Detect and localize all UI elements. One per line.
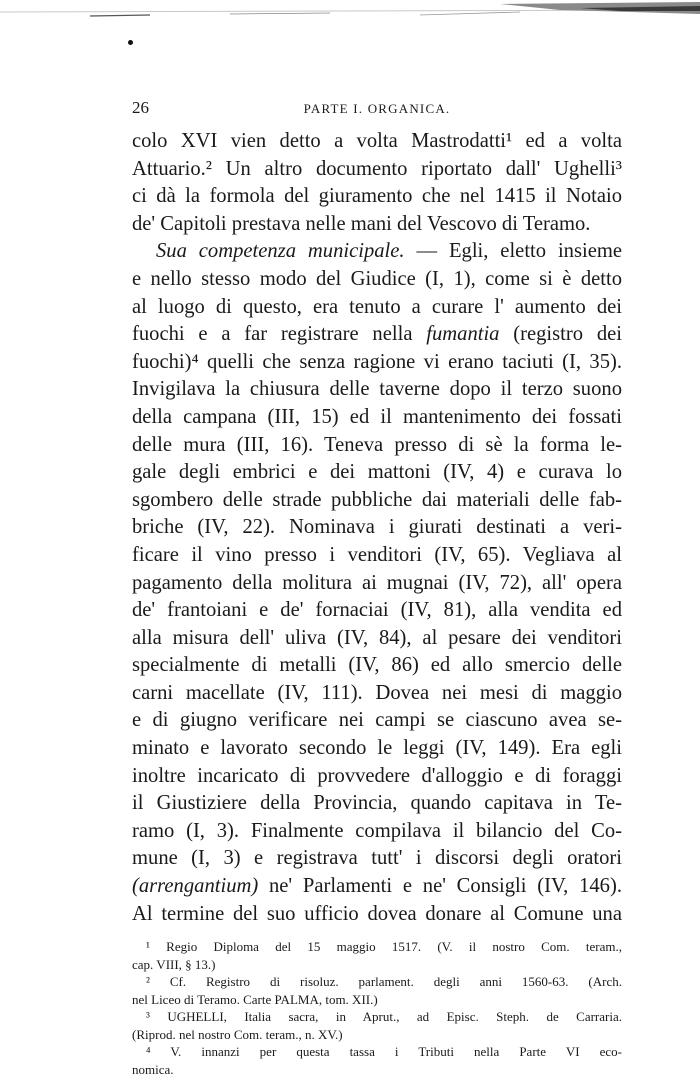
body-line [132, 570, 622, 598]
body-line [132, 818, 622, 846]
scan-speck [128, 40, 133, 45]
line-text: colo XVI vien detto a volta Mastrodatti¹ ed a volta [132, 130, 622, 152]
body-line [132, 432, 622, 460]
line-text: ficare il vino presso i venditori (IV, 65). Vegliava al [132, 543, 622, 566]
body-line [132, 238, 622, 266]
page-header [132, 98, 622, 128]
footnote-line: (Riprod. nel nostro Com. teram., n. XV.) [132, 1026, 343, 1042]
italic-term: (arrengantium) [132, 875, 259, 898]
line-text-after: ne' Parlamenti e ne' Consigli (IV, 146). [258, 875, 622, 898]
line-text: sgombero delle strade pubbliche dai materiali delle fab- [132, 488, 622, 511]
line-text: delle mura (III, 16). Teneva presso di sè la forma le- [132, 433, 622, 456]
body-line [132, 790, 622, 818]
line-text: e di giugno verificare nei campi se ciascuno avea se- [132, 709, 622, 732]
line-text: fuochi e a far registrare nella [132, 323, 427, 346]
body-line [132, 266, 622, 294]
line-text: Attuario.² Un altro documento riportato dall' Ughelli³ [132, 157, 622, 180]
footnote-line: ³ UGHELLI, Italia sacra, in Aprut., ad Episc. Steph. de Carraria. [146, 1009, 622, 1025]
body-line [132, 294, 622, 322]
body-line [132, 597, 622, 625]
body-line [132, 873, 622, 901]
footnote-line: ² Cf. Registro di risoluz. parlament. degli anni 1560-63. (Arch. [146, 974, 622, 990]
line-text: de' Capitoli prestava nelle mani del Vescovo di Teramo. [132, 212, 591, 235]
line-text: briche (IV, 22). Nominava i giurati destinati a veri- [132, 516, 622, 539]
body-line [132, 404, 622, 432]
line-text: gale degli embrici e dei mattoni (IV, 4) e curava lo [132, 461, 622, 484]
line-text: Al termine del suo ufficio dovea donare al Comune una [132, 902, 622, 925]
line-text: — Egli, eletto insieme [404, 240, 622, 263]
italic-term: fumantia [426, 323, 500, 346]
body-line [132, 625, 622, 653]
body-line [132, 514, 622, 542]
body-line [132, 901, 622, 929]
body-line [132, 321, 622, 349]
footnote-line: ⁴ V. innanzi per questa tassa i Tributi nella Parte VI eco- [146, 1044, 622, 1060]
running-head: PARTE I. ORGANICA. [303, 101, 451, 116]
body-line [132, 156, 622, 184]
line-text: mune (I, 3) e registrava tutt' i discorsi degli oratori [132, 847, 622, 870]
body-line [132, 459, 622, 487]
body-line [132, 211, 622, 239]
body-line [132, 376, 622, 404]
body-line [132, 763, 622, 791]
body-line [132, 845, 622, 873]
line-text: fuochi)⁴ quelli che senza ragione vi erano taciuti (I, 35). [132, 350, 622, 373]
body-line [132, 707, 622, 735]
footnote-line: cap. VIII, § 13.) [132, 956, 216, 972]
footnote-line: nel Liceo di Teramo. Carte PALMA, tom. XII.) [132, 991, 378, 1007]
book-page [132, 98, 622, 1078]
line-text: inoltre incaricato di provvedere d'alloggio e di foraggi [132, 764, 622, 787]
line-text: minato e lavorato secondo le leggi (IV, 149). Era egli [132, 737, 622, 760]
line-text-after: (registro dei [499, 323, 622, 346]
line-text: Invigilava la chiusura delle taverne dopo il terzo suono [132, 378, 622, 401]
body-line [132, 128, 622, 156]
line-text: ci dà la formola del giuramento che nel 1415 il Notaio [132, 185, 622, 208]
line-text: alla misura dell' uliva (IV, 84), al pesare dei venditori [132, 626, 622, 649]
page-number: 26 [132, 98, 149, 117]
line-text: e nello stesso modo del Giudice (I, 1), come si è detto [132, 267, 622, 290]
body-line [132, 652, 622, 680]
body-line [132, 680, 622, 708]
body-line [132, 183, 622, 211]
line-text: al luogo di questo, era tenuto a curare l' aumento dei [132, 295, 622, 318]
line-text: il Giustiziere della Provincia, quando capitava in Te- [132, 792, 622, 815]
line-text: specialmente di metalli (IV, 86) ed allo smercio delle [132, 654, 622, 677]
footnotes [132, 938, 622, 1078]
body-line [132, 735, 622, 763]
footnote-line: ¹ Regio Diploma del 15 maggio 1517. (V. il nostro Com. teram., [146, 939, 622, 955]
body-line [132, 349, 622, 377]
scan-edge-shadow [0, 0, 700, 40]
line-text: ramo (I, 3). Finalmente compilava il bilancio del Co- [132, 819, 622, 842]
italic-heading: Sua competenza municipale. [156, 240, 405, 263]
line-text: de' frantoiani e de' fornaciai (IV, 81), alla vendita ed [132, 599, 622, 622]
body-text [132, 128, 622, 928]
line-text: carni macellate (IV, 111). Dovea nei mesi di maggio [132, 681, 622, 704]
line-text: pagamento della molitura ai mugnai (IV, 72), all' opera [132, 571, 622, 594]
body-line [132, 542, 622, 570]
body-line [132, 487, 622, 515]
footnote-line: nomica. [132, 1061, 174, 1077]
line-text: della campana (III, 15) ed il mantenimento dei fossati [132, 405, 622, 428]
